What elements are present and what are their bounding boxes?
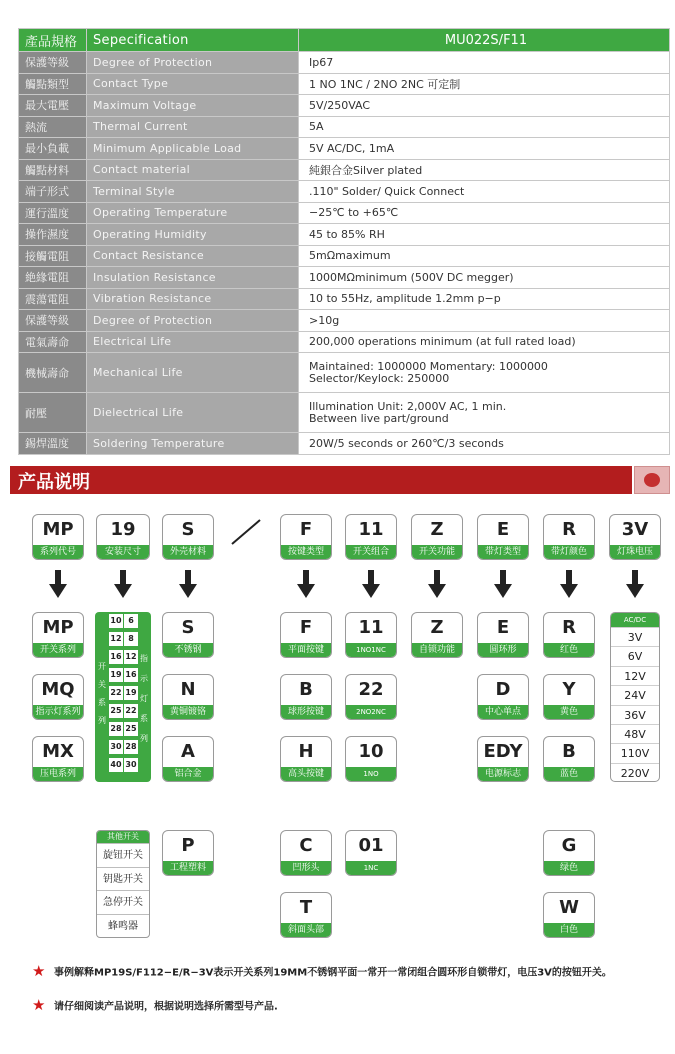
- spec-en: Degree of Protection: [87, 52, 299, 74]
- combo-option: [345, 612, 397, 658]
- spec-row: [19, 116, 670, 138]
- spec-value: [299, 353, 670, 393]
- code-function: [411, 514, 463, 560]
- code-label: 开关组合: [346, 545, 396, 559]
- spec-row: [19, 138, 670, 160]
- series-option: [32, 612, 84, 658]
- size-left: 40: [109, 758, 123, 772]
- code-voltage: [609, 514, 661, 560]
- code-text: R: [562, 519, 576, 540]
- material-option: [162, 674, 214, 720]
- code-text: 11: [358, 617, 384, 638]
- code-label: 开关系列: [33, 643, 83, 657]
- spec-row: [19, 331, 670, 353]
- spec-value-line2: Between live part/ground: [309, 411, 449, 425]
- voltage-item: 220V: [611, 763, 659, 782]
- other-switch-item: 急停开关: [97, 890, 149, 914]
- spec-row: [19, 245, 670, 267]
- code-label: 电源标志: [478, 767, 528, 781]
- down-arrow-icon: [626, 570, 644, 598]
- code-label: 外壳材料: [163, 545, 213, 559]
- other-switch-item: 钥匙开关: [97, 867, 149, 891]
- color-option: [543, 892, 595, 938]
- spec-cn: 操作濕度: [19, 224, 87, 246]
- spec-cn: 運行溫度: [19, 202, 87, 224]
- size-side-label: 系: [98, 698, 106, 707]
- button-option: [280, 736, 332, 782]
- code-combo: [345, 514, 397, 560]
- note-instruction: [32, 996, 278, 1014]
- color-option: [543, 612, 595, 658]
- code-text: B: [299, 679, 313, 700]
- code-text: H: [298, 741, 314, 762]
- spec-en: Contact Type: [87, 73, 299, 95]
- code-text: P: [181, 835, 195, 856]
- voltage-item: 36V: [611, 705, 659, 724]
- code-label: 安装尺寸: [97, 545, 149, 559]
- code-material: [162, 514, 214, 560]
- spec-value: 5V/250VAC: [299, 95, 670, 117]
- spec-cn: 絶緣電阻: [19, 267, 87, 289]
- size-side-label: 列: [140, 734, 148, 743]
- note-text: 请仔细阅读产品说明，根据说明选择所需型号产品.: [54, 1001, 278, 1013]
- other-switch-item: 蜂鸣器: [97, 914, 149, 938]
- code-text: F: [299, 617, 313, 638]
- spec-en: Maximum Voltage: [87, 95, 299, 117]
- spec-cn: 錫焊溫度: [19, 433, 87, 455]
- spec-row-mechanical-life: [19, 353, 670, 393]
- size-right: 19: [124, 686, 138, 700]
- spec-value-line1: Illumination Unit: 2,000V AC, 1 min.: [309, 399, 507, 413]
- size-left: 16: [109, 650, 123, 664]
- star-icon: ★: [32, 996, 46, 1014]
- color-option: [543, 736, 595, 782]
- code-label: 白色: [544, 923, 594, 937]
- spec-value: [299, 393, 670, 433]
- series-option: [32, 736, 84, 782]
- spec-en: Operating Humidity: [87, 224, 299, 246]
- code-text: F: [299, 519, 313, 540]
- function-option: [411, 612, 463, 658]
- section-title: 产品说明: [10, 466, 632, 494]
- spec-en: Terminal Style: [87, 181, 299, 203]
- code-text: MP: [42, 617, 74, 638]
- code-label: 灯珠电压: [610, 545, 660, 559]
- code-text: N: [180, 679, 196, 700]
- spec-row: [19, 181, 670, 203]
- code-text: S: [181, 519, 195, 540]
- code-label: 不锈钢: [163, 643, 213, 657]
- code-text: 3V: [621, 519, 649, 540]
- spec-header-model: MU022S/F11: [299, 29, 670, 52]
- voltage-item: 3V: [611, 627, 659, 646]
- code-text: A: [181, 741, 195, 762]
- size-left: 30: [109, 740, 123, 754]
- spec-value: >10g: [299, 310, 670, 332]
- size-grid: [95, 612, 151, 782]
- spec-en: Minimum Applicable Load: [87, 138, 299, 160]
- spec-table: [18, 28, 670, 455]
- spec-en: Thermal Current: [87, 116, 299, 138]
- spec-cn: 端子形式: [19, 181, 87, 203]
- code-label: 指示灯系列: [33, 705, 83, 719]
- spec-value: 5V AC/DC, 1mA: [299, 138, 670, 160]
- spec-row: [19, 95, 670, 117]
- size-right: 22: [124, 704, 138, 718]
- size-right: 12: [124, 650, 138, 664]
- down-arrow-icon: [362, 570, 380, 598]
- spec-en: Degree of Protection: [87, 310, 299, 332]
- code-label: 自锁功能: [412, 643, 462, 657]
- size-left: 25: [109, 704, 123, 718]
- code-text: 10: [358, 741, 384, 762]
- size-left: 19: [109, 668, 123, 682]
- code-label: 黄铜镀铬: [163, 705, 213, 719]
- spec-value: −25℃ to +65℃: [299, 202, 670, 224]
- spec-value: 1 NO 1NC / 2NO 2NC 可定制: [299, 73, 670, 95]
- down-arrow-icon: [179, 570, 197, 598]
- size-left: 12: [109, 632, 123, 646]
- spec-en: Operating Temperature: [87, 202, 299, 224]
- voltage-item: 24V: [611, 685, 659, 704]
- spec-cn: 機械壽命: [19, 353, 87, 393]
- spec-row: [19, 202, 670, 224]
- color-option: [543, 830, 595, 876]
- spec-value-line1: Maintained: 1000000 Momentary: 1000000: [309, 359, 548, 373]
- spec-cn: 保護等級: [19, 310, 87, 332]
- size-right: 30: [124, 758, 138, 772]
- note-text: 事例解释MP19S/F112−E/R−3V表示开关系列19MM不锈钢平面一常开一常闭组合圆环形自锁带灯，电压3V的按钮开关。: [54, 967, 612, 979]
- size-side-label: 关: [98, 680, 106, 689]
- combo-option: [345, 830, 397, 876]
- code-label: 圆环形: [478, 643, 528, 657]
- code-text: 01: [358, 835, 384, 856]
- code-text: W: [559, 897, 579, 918]
- code-label: 开关功能: [412, 545, 462, 559]
- voltage-item: 6V: [611, 646, 659, 665]
- spec-en: Insulation Resistance: [87, 267, 299, 289]
- code-label: 高头按键: [281, 767, 331, 781]
- code-label: 系列代号: [33, 545, 83, 559]
- code-series: [32, 514, 84, 560]
- other-switches-list: [96, 830, 150, 938]
- spec-header-cn: 產品規格: [19, 29, 87, 52]
- spec-value: 20W/5 seconds or 260℃/3 seconds: [299, 433, 670, 455]
- down-arrow-icon: [560, 570, 578, 598]
- spec-en: Contact material: [87, 159, 299, 181]
- code-text: MX: [42, 741, 74, 762]
- code-label: 斜面头部: [281, 923, 331, 937]
- spec-cn: 電氣壽命: [19, 331, 87, 353]
- spec-row: [19, 224, 670, 246]
- spec-value: 5mΩmaximum: [299, 245, 670, 267]
- spec-header-row: [19, 29, 670, 52]
- spec-en: Mechanical Life: [87, 353, 299, 393]
- spec-cn: 最小負載: [19, 138, 87, 160]
- size-right: 6: [124, 614, 138, 628]
- spec-value: Ip67: [299, 52, 670, 74]
- code-label: 按键类型: [281, 545, 331, 559]
- material-option: [162, 830, 214, 876]
- other-switches-header: 其他开关: [97, 831, 149, 843]
- size-left: 28: [109, 722, 123, 736]
- button-option: [280, 830, 332, 876]
- spec-row: [19, 159, 670, 181]
- code-text: R: [562, 617, 576, 638]
- code-text: B: [562, 741, 576, 762]
- code-text: 22: [358, 679, 384, 700]
- other-switch-item: 旋钮开关: [97, 843, 149, 867]
- product-dot: [644, 473, 660, 487]
- lamp-option: [477, 674, 529, 720]
- voltage-item: 110V: [611, 743, 659, 762]
- code-lamp: [477, 514, 529, 560]
- code-text: Y: [562, 679, 576, 700]
- code-label: 压电系列: [33, 767, 83, 781]
- voltage-item: 12V: [611, 666, 659, 685]
- spec-value: 5A: [299, 116, 670, 138]
- code-label: 凹形头: [281, 861, 331, 875]
- code-text: MQ: [41, 679, 75, 700]
- spec-en: Soldering Temperature: [87, 433, 299, 455]
- spec-cn: 保護等級: [19, 52, 87, 74]
- spec-header-en: Sepecification: [87, 29, 299, 52]
- code-text: C: [299, 835, 313, 856]
- combo-option: [345, 736, 397, 782]
- size-side-label: 系: [140, 714, 148, 723]
- code-label: 平面按键: [281, 643, 331, 657]
- down-arrow-icon: [494, 570, 512, 598]
- code-text: MP: [42, 519, 74, 540]
- spec-cn: 震蕩電阻: [19, 288, 87, 310]
- code-text: EDY: [483, 741, 523, 762]
- size-side-label: 列: [98, 716, 106, 725]
- code-label: 红色: [544, 643, 594, 657]
- code-label: 2NO2NC: [346, 705, 396, 719]
- button-option: [280, 674, 332, 720]
- size-right: 28: [124, 740, 138, 754]
- spec-cn: 耐壓: [19, 393, 87, 433]
- code-label: 铝合金: [163, 767, 213, 781]
- size-side-label: 指: [140, 654, 148, 663]
- spec-en: Electrical Life: [87, 331, 299, 353]
- voltage-list: [610, 612, 660, 782]
- code-label: 工程塑料: [163, 861, 213, 875]
- spec-value: 1000MΩminimum (500V DC megger): [299, 267, 670, 289]
- code-label: 1NO1NC: [346, 643, 396, 657]
- size-side-label: 示: [140, 674, 148, 683]
- spec-value: 10 to 55Hz, amplitude 1.2mm p−p: [299, 288, 670, 310]
- star-icon: ★: [32, 962, 46, 980]
- code-text: 11: [358, 519, 384, 540]
- color-option: [543, 674, 595, 720]
- code-text: T: [299, 897, 313, 918]
- code-label: 带灯类型: [478, 545, 528, 559]
- spec-row: [19, 288, 670, 310]
- code-label: 1NO: [346, 767, 396, 781]
- size-side-label: 灯: [140, 694, 148, 703]
- voltage-item: 48V: [611, 724, 659, 743]
- code-label: 中心单点: [478, 705, 528, 719]
- size-right: 25: [124, 722, 138, 736]
- code-text: S: [181, 617, 195, 638]
- code-text: Z: [430, 519, 444, 540]
- code-text: 19: [110, 519, 136, 540]
- code-label: 带灯颜色: [544, 545, 594, 559]
- series-option: [32, 674, 84, 720]
- spec-cn: 最大電壓: [19, 95, 87, 117]
- voltage-header: AC/DC: [611, 613, 659, 627]
- code-text: E: [496, 617, 510, 638]
- code-label: 黄色: [544, 705, 594, 719]
- down-arrow-icon: [114, 570, 132, 598]
- lamp-option: [477, 612, 529, 658]
- down-arrow-icon: [297, 570, 315, 598]
- spec-value: 200,000 operations minimum (at full rated load): [299, 331, 670, 353]
- size-right: 16: [124, 668, 138, 682]
- spec-row-dielectrical-life: [19, 393, 670, 433]
- note-example: [32, 962, 612, 980]
- material-option: [162, 612, 214, 658]
- size-right: 8: [124, 632, 138, 646]
- code-label: 蓝色: [544, 767, 594, 781]
- spec-value: .110" Solder/ Quick Connect: [299, 181, 670, 203]
- code-text: D: [495, 679, 511, 700]
- size-left: 10: [109, 614, 123, 628]
- code-text: E: [496, 519, 510, 540]
- spec-row: [19, 73, 670, 95]
- spec-cn: 觸點類型: [19, 73, 87, 95]
- button-option: [280, 892, 332, 938]
- spec-en: Contact Resistance: [87, 245, 299, 267]
- code-button: [280, 514, 332, 560]
- spec-row: [19, 267, 670, 289]
- down-arrow-icon: [49, 570, 67, 598]
- spec-row: [19, 310, 670, 332]
- spec-cn: 觸點材料: [19, 159, 87, 181]
- code-text: G: [561, 835, 577, 856]
- code-label: 绿色: [544, 861, 594, 875]
- spec-value: 純銀合金Silver plated: [299, 159, 670, 181]
- material-option: [162, 736, 214, 782]
- slash-divider: [226, 514, 266, 548]
- code-label: 1NC: [346, 861, 396, 875]
- code-text: Z: [430, 617, 444, 638]
- spec-en: Dielectrical Life: [87, 393, 299, 433]
- spec-row-soldering: [19, 433, 670, 455]
- spec-value-line2: Selector/Keylock: 250000: [309, 371, 450, 385]
- size-side-label: 开: [98, 662, 106, 671]
- code-size: [96, 514, 150, 560]
- product-photo-icon: [634, 466, 670, 494]
- spec-cn: 熱流: [19, 116, 87, 138]
- spec-en: Vibration Resistance: [87, 288, 299, 310]
- code-color: [543, 514, 595, 560]
- spec-cn: 接觸電阻: [19, 245, 87, 267]
- combo-option: [345, 674, 397, 720]
- spec-row: [19, 52, 670, 74]
- code-label: 球形按键: [281, 705, 331, 719]
- size-left: 22: [109, 686, 123, 700]
- down-arrow-icon: [428, 570, 446, 598]
- spec-value: 45 to 85% RH: [299, 224, 670, 246]
- button-option: [280, 612, 332, 658]
- lamp-option: [477, 736, 529, 782]
